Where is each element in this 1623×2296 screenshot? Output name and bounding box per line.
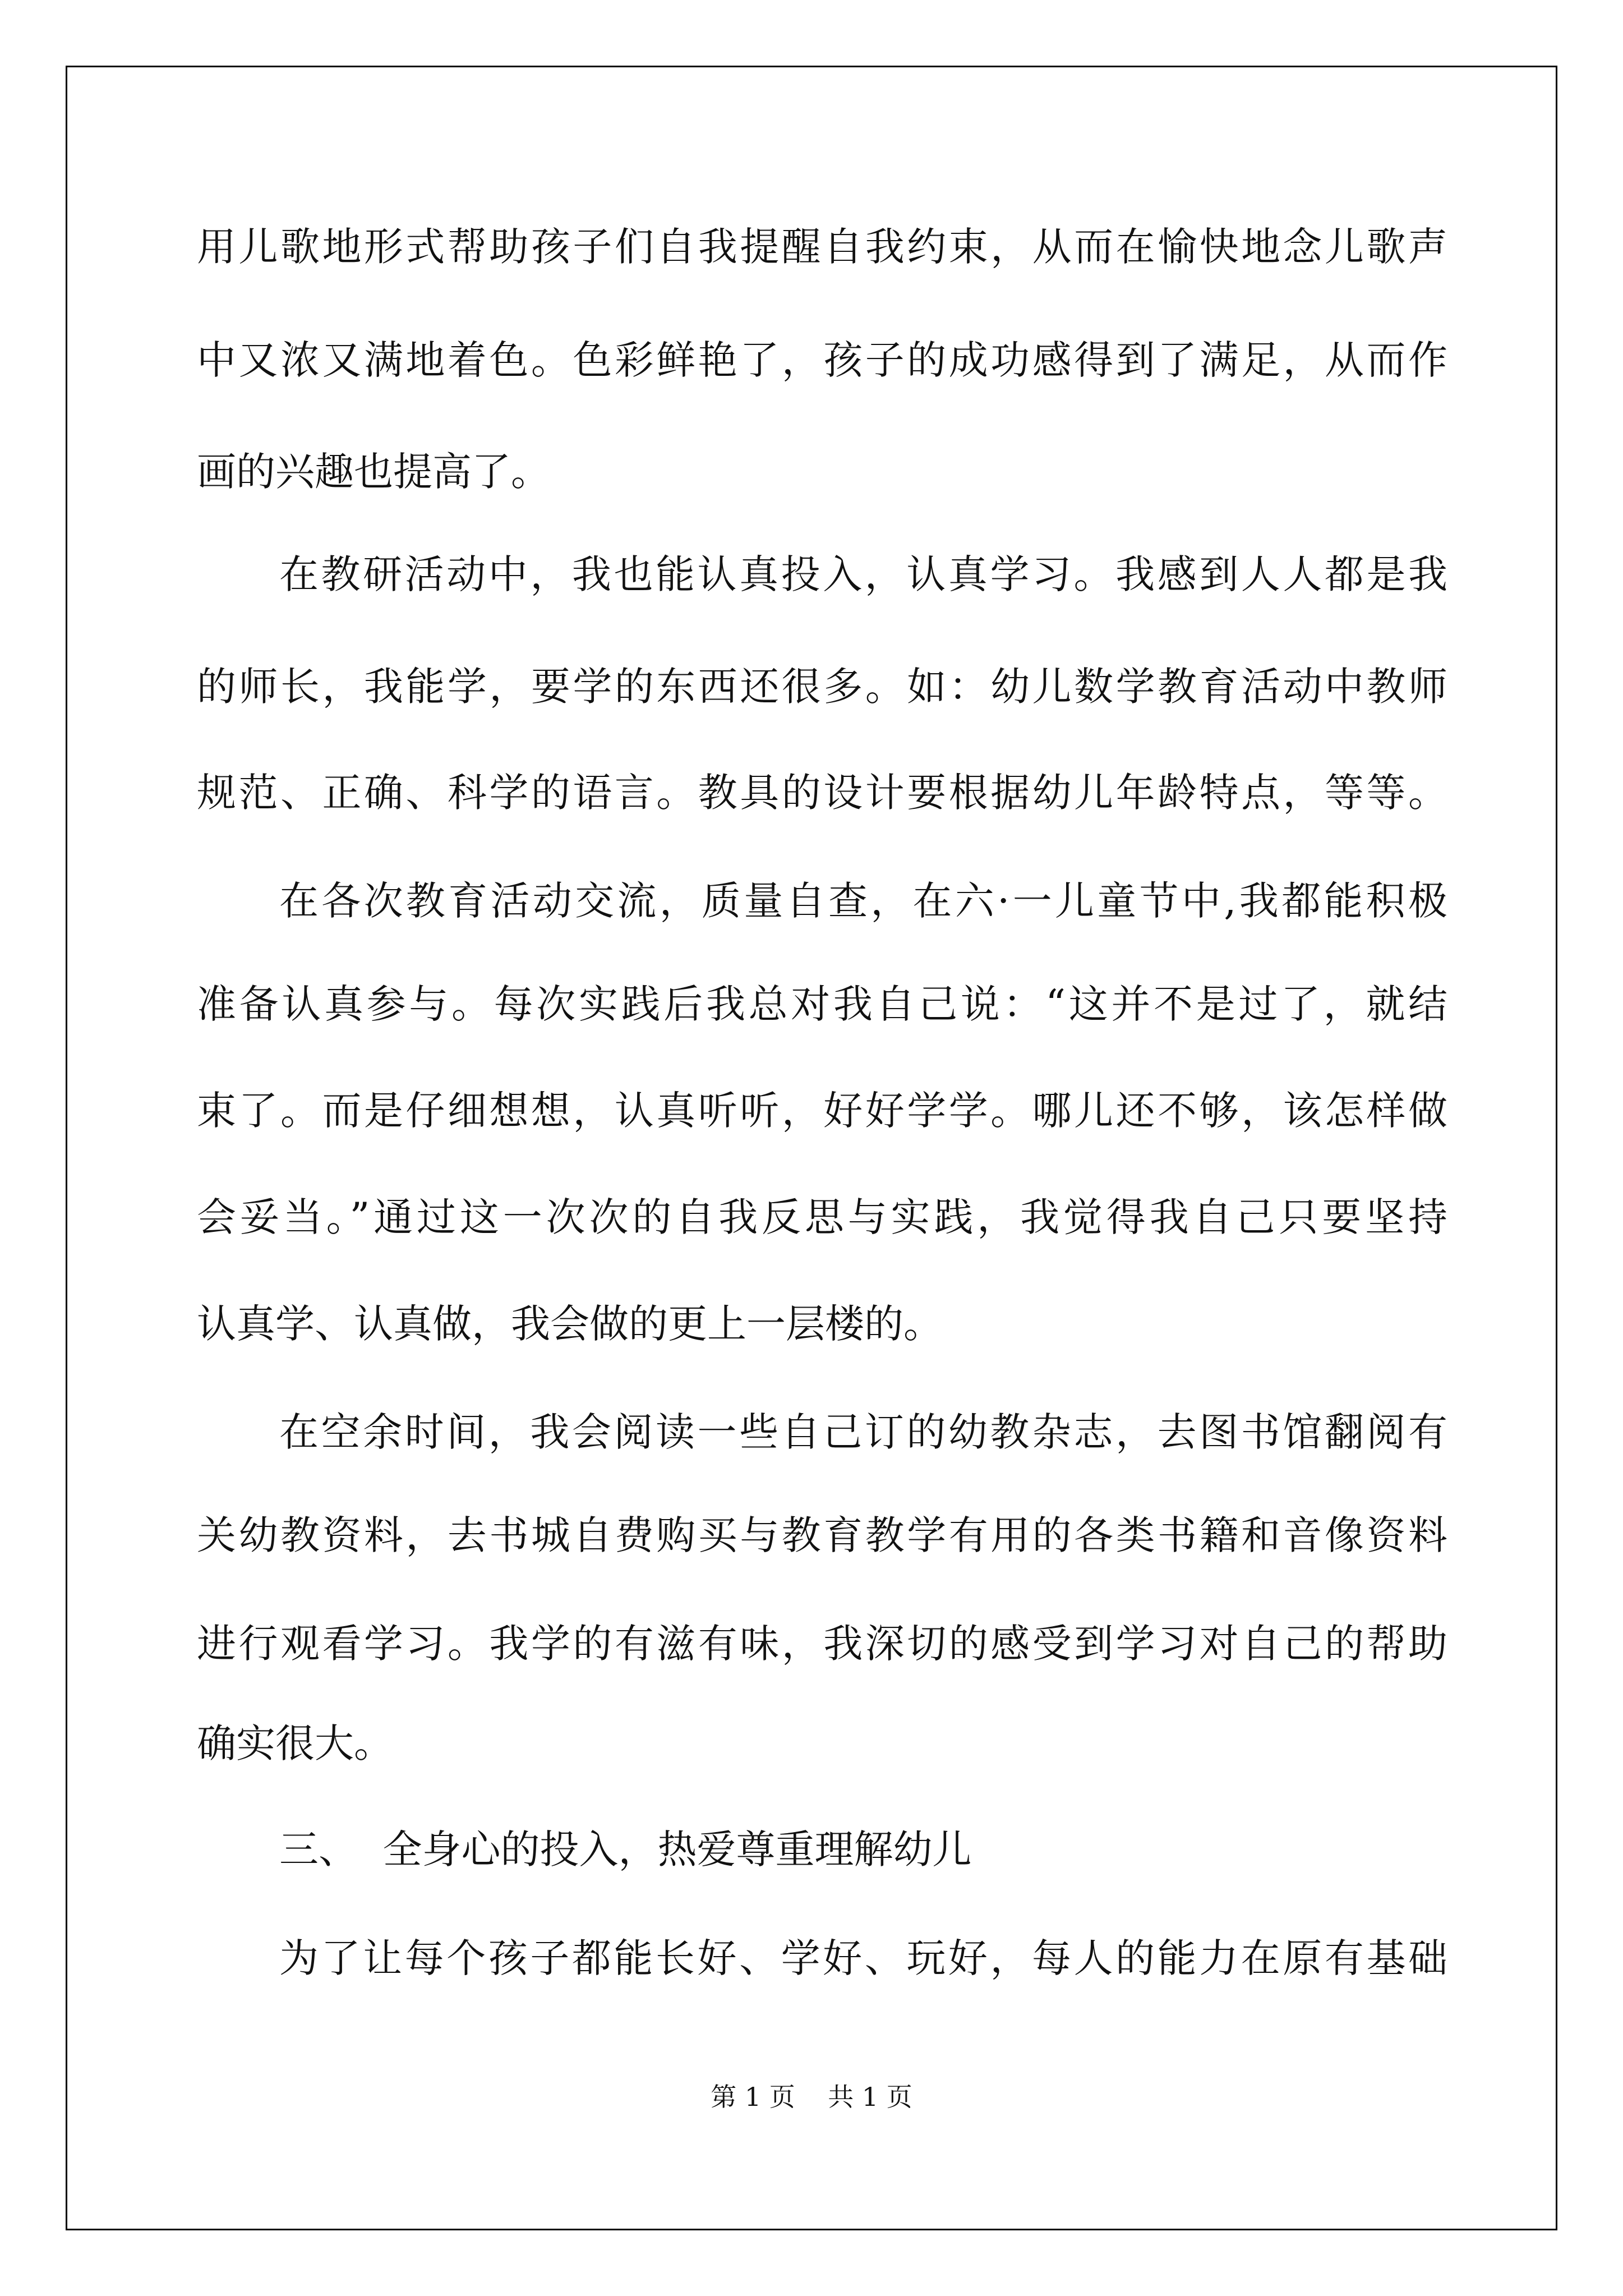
text-line: 中又浓又满地着色。色彩鲜艳了，孩子的成功感得到了满足，从而作 [197,337,1447,383]
text-line: 在空余时间，我会阅读一些自己订的幼教杂志，去图书馆翻阅有 [279,1409,1447,1455]
text-line: 规范、正确、科学的语言。教具的设计要根据幼儿年龄特点，等等。 [197,770,1447,816]
text-line: 确实很大。 [197,1720,393,1766]
text-line: 进行观看学习。我学的有滋有味，我深切的感受到学习对自己的帮助 [197,1621,1447,1667]
page-footer [0,2080,1623,2114]
text-line: 用儿歌地形式帮助孩子们自我提醒自我约束，从而在愉快地念儿歌声 [197,224,1447,270]
text-line: 认真学、认真做，我会做的更上一层楼的。 [197,1301,943,1347]
page-number-label: 第 1 页 共 1 页 [711,2082,912,2112]
text-line: 束了。而是仔细想想，认真听听，好好学学。哪儿还不够，该怎样做 [197,1088,1447,1134]
section-heading: 三、 全身心的投入，热爱尊重理解幼儿 [279,1826,972,1872]
text-line: 的师长，我能学，要学的东西还很多。如：幼儿数学教育活动中教师 [197,664,1447,710]
text-line: 为了让每个孩子都能长好、学好、玩好，每人的能力在原有基础 [279,1935,1447,1981]
text-line: 准备认真参与。每次实践后我总对我自己说：“这并不是过了，就结 [197,981,1447,1027]
text-line: 在各次教育活动交流，质量自查，在六·一儿童节中,我都能积极 [279,878,1447,924]
text-line: 会妥当。”通过这一次次的自我反思与实践，我觉得我自己只要坚持 [197,1194,1447,1240]
text-line: 画的兴趣也提高了。 [197,449,550,495]
page-frame [66,66,1557,2230]
text-line: 关幼教资料，去书城自费购买与教育教学有用的各类书籍和音像资料 [197,1512,1447,1558]
text-line: 在教研活动中，我也能认真投入，认真学习。我感到人人都是我 [279,551,1447,597]
